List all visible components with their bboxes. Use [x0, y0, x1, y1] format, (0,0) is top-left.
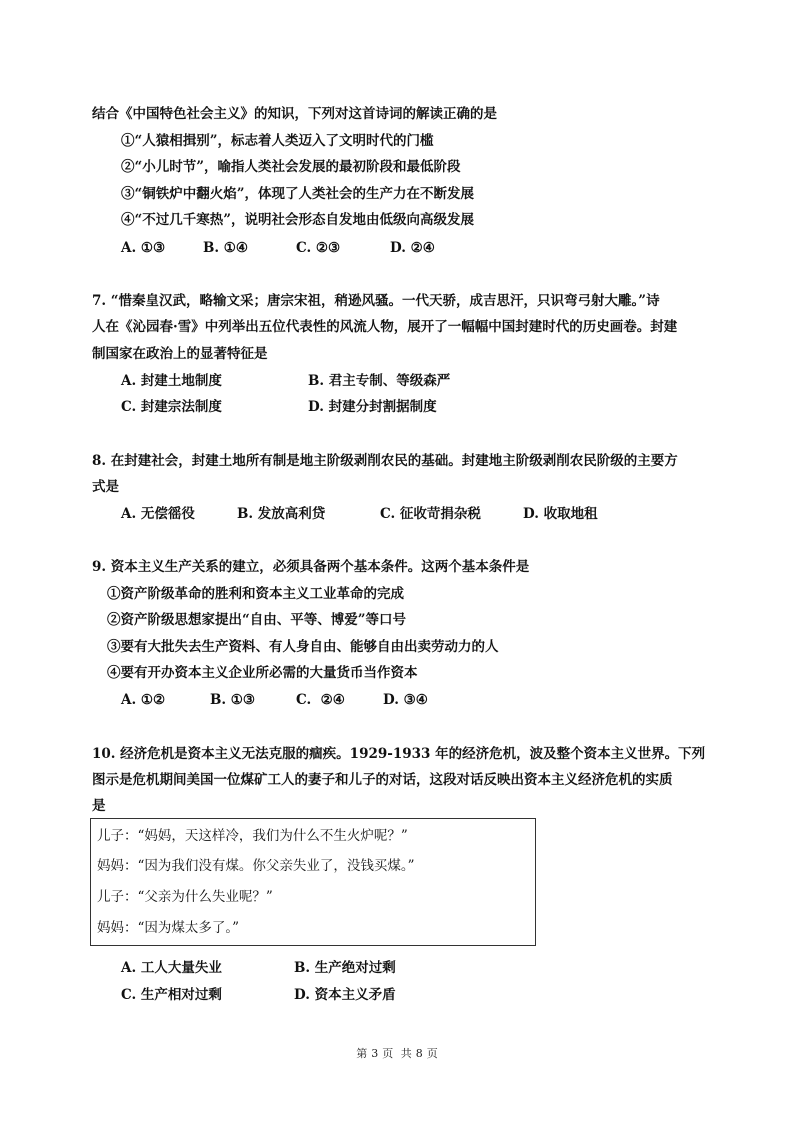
q9-stem: 9. 资本主义生产关系的建立，必须具备两个基本条件。这两个基本条件是 [92, 559, 530, 575]
dialog-line-2: 妈妈：“因为我们没有煤。你父亲失业了，没钱买煤。” [97, 858, 415, 874]
q10-line-3: 是 [92, 798, 106, 814]
q6-option-c: C. ②③ [296, 240, 341, 256]
footer-text-3: 共 [400, 1047, 412, 1060]
dialog-box [90, 818, 536, 946]
q10-line-1: 10. 经济危机是资本主义无法克服的痼疾。1929-1933 年的经济危机，波及整个资本主义世界。下列 [92, 746, 706, 762]
q7-option-b: B. 君主专制、等级森严 [308, 373, 451, 389]
q6-option-b: B. ①④ [203, 240, 249, 256]
q6-item-3: ③“铜铁炉中翻火焰”，体现了人类社会的生产力在不断发展 [121, 186, 475, 202]
q6-stem: 结合《中国特色社会主义》的知识，下列对这首诗词的解读正确的是 [92, 106, 497, 122]
q8-option-b: B. 发放高利贷 [237, 506, 326, 522]
q10-option-a: A. 工人大量失业 [121, 960, 222, 976]
q6-option-d: D. ②④ [390, 240, 435, 256]
q9-item-1: ①资产阶级革命的胜利和资本主义工业革命的完成 [107, 586, 404, 602]
footer-text-4: 页 [426, 1047, 438, 1060]
q10-option-d: D. 资本主义矛盾 [294, 987, 396, 1003]
q6-item-1: ①“人猿相揖别”，标志着人类迈入了文明时代的门槛 [121, 133, 434, 149]
footer-text-2: 页 [382, 1047, 394, 1060]
q8-line-1: 8. 在封建社会，封建土地所有制是地主阶级剥削农民的基础。封建地主阶级剥削农民阶级的主要方 [92, 453, 678, 469]
q7-line-2: 人在《沁园春·雪》中列举出五位代表性的风流人物，展开了一幅幅中国封建时代的历史画卷。封建 [92, 319, 678, 335]
q8-option-c: C. 征收苛捐杂税 [380, 506, 481, 522]
dialog-line-4: 妈妈：“因为煤太多了。” [97, 920, 240, 936]
q7-line-1: 7. “惜秦皇汉武，略输文采；唐宗宋祖，稍逊风骚。一代天骄，成吉思汗，只识弯弓射大雕。”诗 [92, 293, 660, 309]
q10-line-2: 图示是危机期间美国一位煤矿工人的妻子和儿子的对话，这段对话反映出资本主义经济危机的实质 [92, 772, 673, 788]
q9-item-3: ③要有大批失去生产资料、有人身自由、能够自由出卖劳动力的人 [107, 639, 499, 655]
q10-option-c: C. 生产相对过剩 [121, 987, 222, 1003]
q7-option-a: A. 封建土地制度 [121, 373, 222, 389]
q9-item-4: ④要有开办资本主义企业所必需的大量货币当作资本 [107, 665, 418, 681]
q8-line-2: 式是 [92, 479, 119, 495]
q9-option-a: A. ①② [121, 692, 166, 708]
q6-item-2: ②“小儿时节”，喻指人类社会发展的最初阶段和最低阶段 [121, 159, 461, 175]
q8-option-a: A. 无偿徭役 [121, 506, 195, 522]
dialog-line-1: 儿子：“妈妈，天这样冷，我们为什么不生火炉呢？” [97, 828, 408, 844]
q9-option-c: C. ②④ [296, 692, 345, 708]
footer-total-pages: 8 [415, 1047, 423, 1060]
q10-option-b: B. 生产绝对过剩 [294, 960, 396, 976]
q9-option-b: B. ①③ [210, 692, 256, 708]
q6-option-a: A. ①③ [121, 240, 166, 256]
q7-option-c: C. 封建宗法制度 [121, 399, 222, 415]
q7-line-3: 制国家在政治上的显著特征是 [92, 346, 268, 362]
q9-item-2: ②资产阶级思想家提出“自由、平等、博爱”等口号 [107, 612, 407, 628]
q9-option-d: D. ③④ [383, 692, 428, 708]
q7-option-d: D. 封建分封割据制度 [308, 399, 437, 415]
footer-text-1: 第 [356, 1047, 368, 1060]
q8-option-d: D. 收取地租 [523, 506, 598, 522]
footer-page-number: 3 [371, 1047, 379, 1060]
page-footer [0, 1045, 794, 1061]
q6-item-4: ④“不过几千寒热”，说明社会形态自发地由低级向高级发展 [121, 212, 475, 228]
dialog-line-3: 儿子：“父亲为什么失业呢？” [97, 889, 273, 905]
